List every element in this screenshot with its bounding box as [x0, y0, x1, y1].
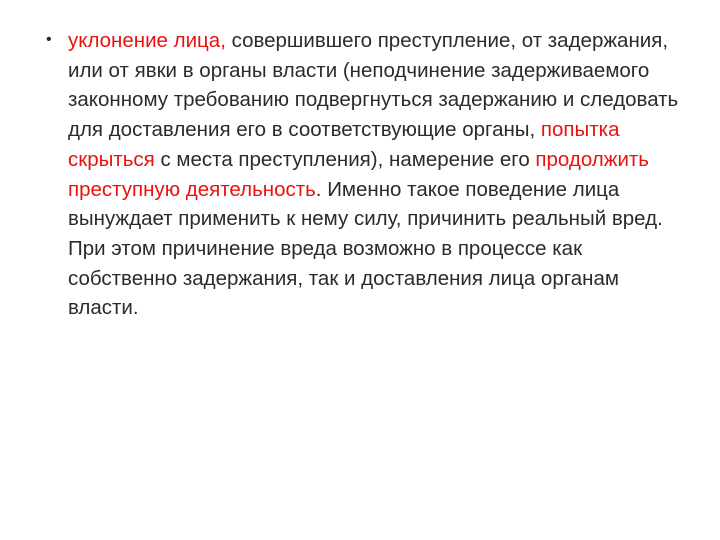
text-run-emphasis-3: продолжить преступную деятельность — [68, 147, 649, 201]
paragraph-text — [68, 29, 678, 319]
text-run-body-2: с места преступления), намерение его — [154, 147, 536, 171]
text-run-body-1: совершившего преступление, от задержания, или от явки в органы власти (неподчинение задерживаемого законному требованию подвергнуться задержанию и следовать для доставления его в соответствующие органы, — [68, 29, 679, 142]
bullet-list — [34, 26, 694, 323]
bullet-point-icon: • — [46, 31, 52, 48]
list-item — [34, 26, 694, 323]
text-run-body-3: . Именно такое поведение лица вынуждает применить к нему силу, причинить реальный вред. При этом причинение вреда возможно в процессе как собственно задержания, так и доставления лица органам власти. — [68, 177, 663, 320]
text-run-emphasis-1: уклонение лица, — [68, 29, 226, 52]
text-run-emphasis-2: попытка скрыться — [68, 118, 620, 171]
